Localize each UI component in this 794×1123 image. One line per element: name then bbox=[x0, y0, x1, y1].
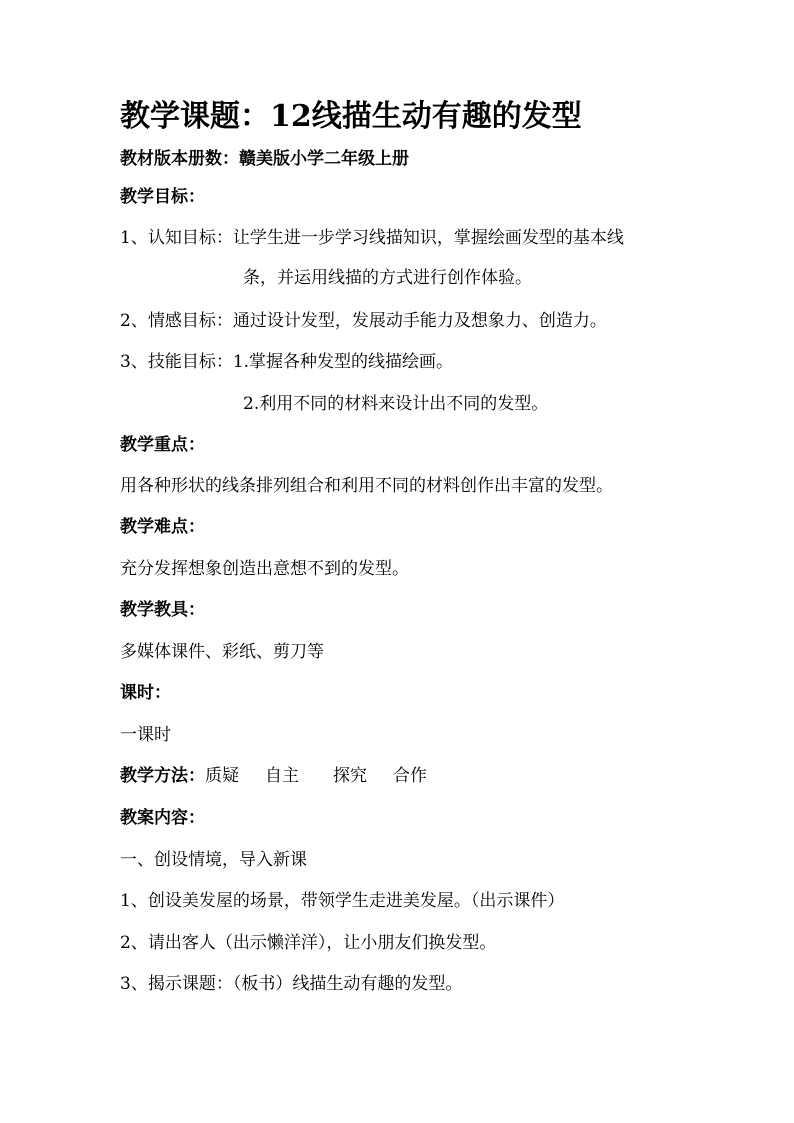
methods-line bbox=[120, 765, 427, 787]
goals-heading: 教学目标： bbox=[120, 187, 205, 207]
goal-cognitive-text-1: 让学生进一步学习线描知识，掌握绘画发型的基本线 bbox=[232, 228, 624, 248]
goal-skill bbox=[120, 351, 453, 373]
content-heading: 教案内容： bbox=[120, 808, 205, 828]
methods-heading: 教学方法： bbox=[120, 766, 205, 786]
goal-emotional-label: 2、情感目标： bbox=[120, 311, 233, 331]
goal-cognitive bbox=[120, 227, 624, 249]
goal-cognitive-label: 1、认知目标： bbox=[120, 228, 233, 248]
period-heading: 课时： bbox=[120, 683, 171, 703]
content-step: 1、创设美发屋的场景，带领学生走进美发屋。（出示课件） bbox=[120, 891, 565, 911]
goal-cognitive-text-2: 条，并运用线描的方式进行创作体验。 bbox=[243, 268, 532, 288]
goal-skill-label: 3、技能目标： bbox=[120, 352, 233, 372]
difficulty-text: 充分发挥想象创造出意想不到的发型。 bbox=[120, 559, 409, 579]
goal-skill-text-1: 1.掌握各种发型的线描绘画。 bbox=[232, 352, 454, 372]
goal-skill-text-2: 2.利用不同的材料来设计出不同的发型。 bbox=[243, 394, 549, 414]
tools-text: 多媒体课件、彩纸、剪刀等 bbox=[120, 642, 324, 662]
textbook-edition: 教材版本册数：赣美版小学二年级上册 bbox=[120, 149, 409, 169]
method-item: 自主 bbox=[265, 766, 299, 786]
tools-heading: 教学教具： bbox=[120, 600, 205, 620]
method-item: 合作 bbox=[393, 766, 427, 786]
method-item: 探究 bbox=[333, 766, 367, 786]
content-step: 3、揭示课题：（板书）线描生动有趣的发型。 bbox=[120, 974, 463, 994]
goal-emotional bbox=[120, 310, 607, 332]
difficulty-heading: 教学难点： bbox=[120, 517, 205, 537]
key-point-heading: 教学重点： bbox=[120, 435, 205, 455]
lesson-title: 教学课题：12线描生动有趣的发型 bbox=[120, 99, 582, 134]
period-text: 一课时 bbox=[120, 725, 171, 745]
content-section-title: 一、创设情境，导入新课 bbox=[120, 850, 307, 870]
method-item: 质疑 bbox=[205, 766, 239, 786]
key-point-text: 用各种形状的线条排列组合和利用不同的材料创作出丰富的发型。 bbox=[120, 476, 613, 496]
goal-emotional-text: 通过设计发型，发展动手能力及想象力、创造力。 bbox=[232, 311, 607, 331]
content-step: 2、请出客人（出示懒洋洋），让小朋友们换发型。 bbox=[120, 933, 497, 953]
